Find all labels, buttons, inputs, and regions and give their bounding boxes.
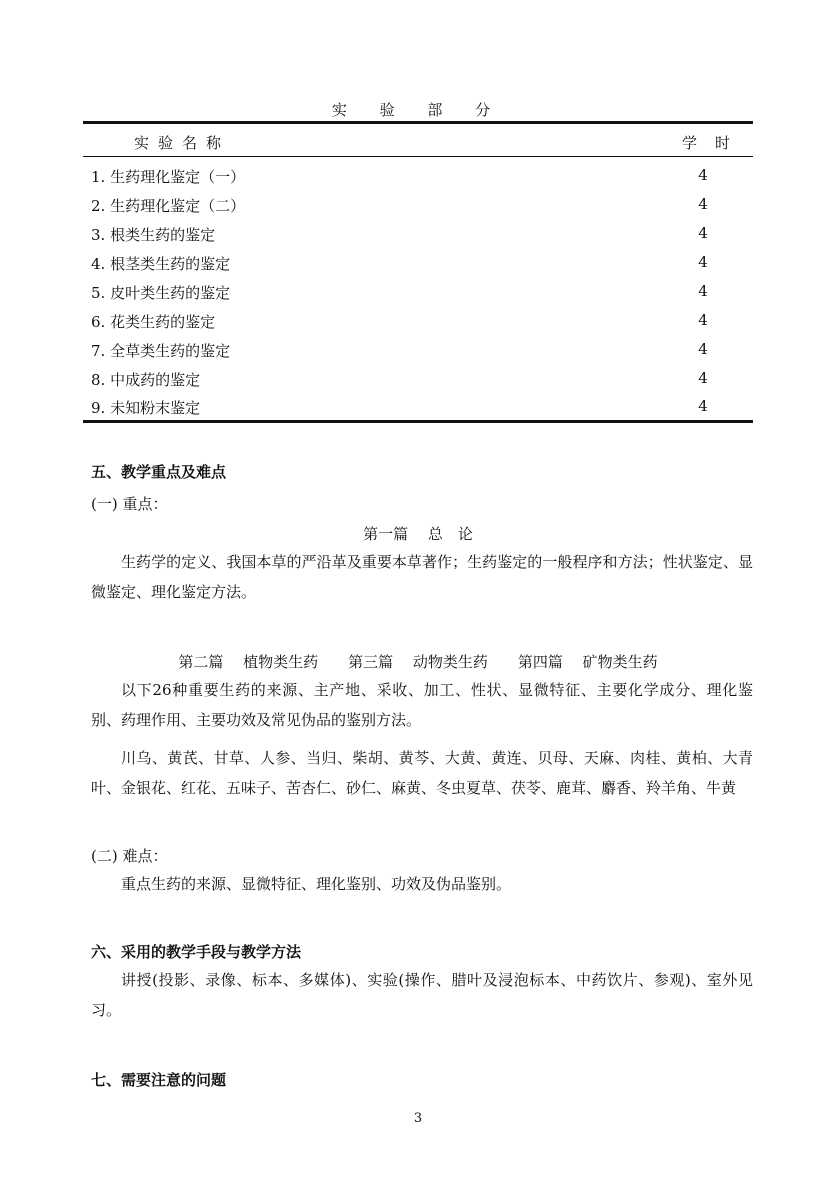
table-header-hours: 学时 xyxy=(682,134,749,152)
table-header-name: 实验名称 xyxy=(134,134,231,152)
part234-title: 第二篇 植物类生药 第三篇 动物类生药 第四篇 矿物类生药 xyxy=(178,653,658,671)
table-row-hours: 4 xyxy=(698,311,708,329)
section6-heading: 六、采用的教学手段与教学方法 xyxy=(91,943,302,961)
part1-text: 生药学的定义、我国本草的严沿革及重要本草著作；生药鉴定的一般程序和方法；性状鉴定、显微鉴定、理化鉴定方法。 xyxy=(91,553,753,601)
table-title: 实 验 部 分 xyxy=(331,101,505,119)
section7-heading: 七、需要注意的问题 xyxy=(91,1071,227,1089)
table-row-hours: 4 xyxy=(698,369,708,387)
key-points-label: (一) 重点： xyxy=(91,495,168,513)
section6-text: 讲授(投影、录像、标本、多媒体)、实验(操作、腊叶及浸泡标本、中药饮片、参观)、室外见习。 xyxy=(91,971,753,1019)
table-row-name: 4. 根茎类生药的鉴定 xyxy=(91,255,231,273)
table-row-hours: 4 xyxy=(698,397,708,415)
part1-title: 第一篇 总 论 xyxy=(363,525,473,543)
table-row-name: 3. 根类生药的鉴定 xyxy=(91,226,216,244)
table-row-name: 5. 皮叶类生药的鉴定 xyxy=(91,284,231,302)
table-row-name: 9. 未知粉末鉴定 xyxy=(91,399,201,417)
table-row-name: 1. 生药理化鉴定（一） xyxy=(91,168,246,186)
difficulty-text: 重点生药的来源、显微特征、理化鉴别、功效及伪品鉴别。 xyxy=(121,875,512,893)
table-row-hours: 4 xyxy=(698,253,708,271)
section5-heading: 五、教学重点及难点 xyxy=(91,463,227,481)
table-row-hours: 4 xyxy=(698,282,708,300)
table-row-name: 2. 生药理化鉴定（二） xyxy=(91,197,246,215)
difficulty-label: (二) 难点： xyxy=(91,847,168,865)
table-row-name: 8. 中成药的鉴定 xyxy=(91,371,201,389)
table-row-name: 7. 全草类生药的鉴定 xyxy=(91,342,231,360)
table-row-hours: 4 xyxy=(698,195,708,213)
table-row-hours: 4 xyxy=(698,224,708,242)
table-header-rule xyxy=(83,156,753,157)
table-row-name: 6. 花类生药的鉴定 xyxy=(91,313,216,331)
table-bottom-rule xyxy=(83,420,753,423)
drug-list: 川乌、黄芪、甘草、人参、当归、柴胡、黄芩、大黄、黄连、贝母、天麻、肉桂、黄柏、大青叶、金银花、红花、五味子、苦杏仁、砂仁、麻黄、冬虫夏草、茯苓、鹿茸、麝香、羚羊角、牛黄 xyxy=(91,749,753,797)
part234-text: 以下26种重要生药的来源、主产地、采收、加工、性状、显微特征、主要化学成分、理化鉴别、药理作用、主要功效及常见伪品的鉴别方法。 xyxy=(91,681,753,729)
table-top-rule xyxy=(83,121,753,124)
table-row-hours: 4 xyxy=(698,340,708,358)
page-number: 3 xyxy=(413,1111,423,1126)
table-row-hours: 4 xyxy=(698,166,708,184)
